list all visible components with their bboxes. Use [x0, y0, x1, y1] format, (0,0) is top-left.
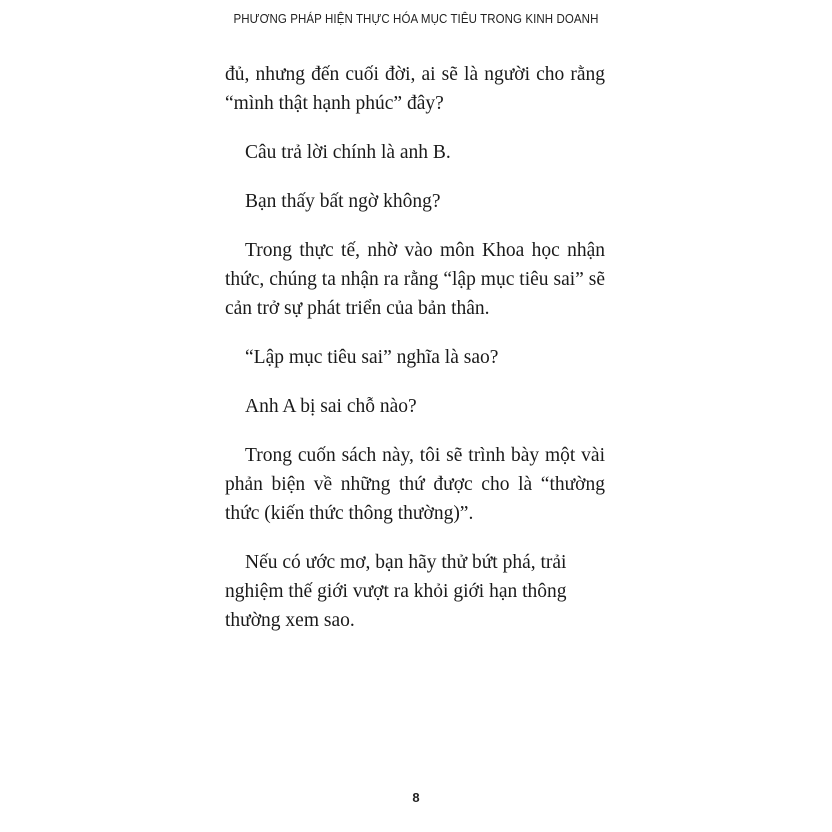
body-text	[225, 60, 605, 655]
paragraph-continuation: đủ, nhưng đến cuối đời, ai sẽ là người cho rằng “mình thật hạnh phúc” đây?	[225, 64, 605, 114]
paragraph: Bạn thấy bất ngờ không?	[245, 191, 441, 212]
paragraph: Trong thực tế, nhờ vào môn Khoa học nhận thức, chúng ta nhận ra rằng “lập mục tiêu sai” sẽ cản trở sự phát triển của bản thân.	[225, 240, 605, 319]
paragraph: “Lập mục tiêu sai” nghĩa là sao?	[245, 347, 499, 368]
paragraph: Trong cuốn sách này, tôi sẽ trình bày một vài phản biện về những thứ được cho là “thường thức (kiến thức thông thường)”.	[225, 445, 605, 524]
paragraph: Anh A bị sai chỗ nào?	[245, 396, 417, 417]
running-header: PHƯƠNG PHÁP HIỆN THỰC HÓA MỤC TIÊU TRONG KINH DOANH	[233, 12, 599, 26]
paragraph: Câu trả lời chính là anh B.	[245, 142, 451, 163]
paragraph: Nếu có ước mơ, bạn hãy thử bứt phá, trải nghiệm thế giới vượt ra khỏi giới hạn thông thường xem sao.	[225, 552, 567, 631]
page-number: 8	[412, 790, 420, 805]
